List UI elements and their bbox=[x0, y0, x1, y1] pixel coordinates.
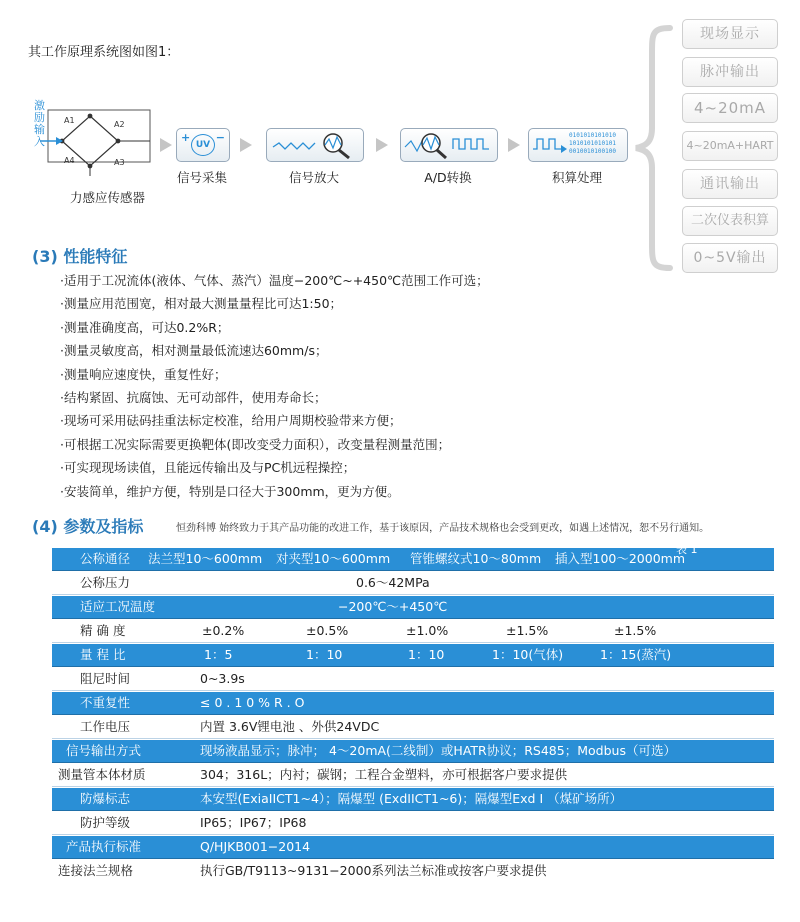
spec-row-accuracy bbox=[52, 620, 774, 643]
output-pulse: 脉冲输出 bbox=[682, 57, 778, 87]
ad-conversion-box bbox=[400, 128, 498, 162]
output-comm: 通讯输出 bbox=[682, 169, 778, 199]
feature-item: ·适用于工况流体(液体、气体、蒸汽）温度−200℃~+450℃范围工作可选； bbox=[60, 273, 489, 288]
minus-sign: − bbox=[215, 131, 225, 144]
spec-label: 精 确 度 bbox=[80, 623, 126, 638]
amplify-wave-icon bbox=[267, 129, 363, 161]
bridge-circuit-graphic bbox=[30, 96, 160, 196]
spec-label: 适应工况温度 bbox=[80, 599, 156, 614]
spec-value: 管锥螺纹式10～80mm bbox=[410, 551, 542, 566]
output-hart: 4~20mA+HART bbox=[682, 131, 778, 161]
spec-value: 法兰型10～600mm bbox=[148, 551, 263, 566]
spec-label: 防爆标志 bbox=[80, 791, 131, 806]
spec-label: 不重复性 bbox=[80, 695, 131, 710]
plus-sign: + bbox=[181, 131, 191, 144]
spec-row-nominal-diameter bbox=[52, 543, 774, 570]
binary-line: 0010010100100 bbox=[569, 148, 616, 155]
spec-value: 本安型(ExiaIICT1~4）；隔爆型 (ExdIICT1~6)；隔爆型Exd I （煤矿场所） bbox=[200, 791, 623, 806]
feature-item: ·测量应用范围宽，相对最大测量量程比可达1:50； bbox=[60, 296, 343, 311]
spec-row-standard bbox=[52, 836, 774, 858]
spec-row-material bbox=[52, 764, 774, 787]
output-local-display: 现场显示 bbox=[682, 19, 778, 49]
feature-item: ·结构紧固、抗腐蚀、无可动部件，使用寿命长； bbox=[60, 390, 327, 405]
spec-label: 测量管本体材质 bbox=[58, 767, 146, 782]
spec-label: 量 程 比 bbox=[80, 647, 126, 662]
pulse-icon bbox=[529, 129, 569, 161]
spec-value: 304；316L；内衬；碳钢；工程合金塑料，亦可根据客户要求提供 bbox=[200, 767, 568, 782]
spec-value: ±1.5% bbox=[614, 623, 657, 638]
spec-label: 连接法兰规格 bbox=[58, 863, 134, 878]
spec-row-range-ratio bbox=[52, 644, 774, 666]
uv-meter-icon: UV bbox=[191, 134, 215, 156]
spec-label: 产品执行标准 bbox=[66, 839, 142, 854]
spec-value: 1：10 bbox=[306, 647, 343, 662]
binary-line: 1010101010101 bbox=[569, 140, 616, 147]
spec-value: 对夹型10～600mm bbox=[276, 551, 391, 566]
feature-item: ·安装简单，维护方便，特别是口径大于300mm，更为方便。 bbox=[60, 484, 400, 499]
flow-arrow bbox=[376, 138, 388, 152]
output-0-5v: 0~5V输出 bbox=[682, 243, 778, 273]
output-secondary-meter: 二次仪表积算 bbox=[682, 206, 778, 236]
spec-value: 1：5 bbox=[204, 647, 233, 662]
spec-row-pressure bbox=[52, 572, 774, 595]
section-3-title: (3) 性能特征 bbox=[32, 247, 128, 266]
spec-value: 1：10(气体) bbox=[492, 647, 564, 662]
feature-item: ·测量准确度高，可达0.2%R； bbox=[60, 320, 230, 335]
feature-item: ·测量响应速度快，重复性好； bbox=[60, 367, 227, 382]
flow-arrow bbox=[508, 138, 520, 152]
spec-row-repeatability bbox=[52, 692, 774, 714]
spec-value: 1：15(蒸汽) bbox=[600, 647, 672, 662]
spec-row-voltage bbox=[52, 716, 774, 739]
spec-value: −200℃～+450℃ bbox=[338, 599, 448, 614]
spec-value: 现场液晶显示；脉冲； 4～20mA(二线制）或HATR协议；RS485；Modbus（可选） bbox=[200, 743, 676, 758]
ad-conversion-icon bbox=[401, 129, 497, 161]
stage-label-ad: A/D转换 bbox=[424, 170, 472, 185]
output-brace-icon bbox=[630, 24, 676, 272]
intro-text: 其工作原理系统图如图1： bbox=[28, 45, 180, 60]
spec-value: ±0.2% bbox=[202, 623, 245, 638]
feature-item: ·测量灵敏度高，相对测量最低流速达60mm/s； bbox=[60, 343, 328, 358]
spec-label: 公称压力 bbox=[80, 575, 131, 590]
spec-value: 执行GB/T9113~9131−2000系列法兰标准或按客户要求提供 bbox=[200, 863, 547, 878]
section-4-title: (4) 参数及指标 bbox=[32, 517, 144, 536]
stage-label-totalizing: 积算处理 bbox=[551, 170, 602, 185]
spec-label: 公称通径 bbox=[80, 551, 131, 566]
spec-row-protection bbox=[52, 812, 774, 835]
totalizing-box bbox=[528, 128, 628, 162]
spec-label: 信号输出方式 bbox=[66, 743, 142, 758]
signal-acquisition-box bbox=[176, 128, 230, 162]
flow-arrow bbox=[240, 138, 252, 152]
signal-amplify-box bbox=[266, 128, 364, 162]
spec-label: 防护等级 bbox=[80, 815, 131, 830]
excite-char: 入 bbox=[34, 135, 45, 148]
spec-value: ≤ 0 . 1 0 % R . O bbox=[200, 695, 305, 710]
node-a2: A2 bbox=[114, 120, 125, 129]
flow-arrow bbox=[160, 138, 172, 152]
spec-value: 插入型100～2000mm bbox=[555, 551, 686, 566]
spec-value: 1：10 bbox=[408, 647, 445, 662]
spec-value: 0.6～42MPa bbox=[356, 575, 430, 590]
spec-value: 0~3.9s bbox=[200, 671, 245, 686]
excite-char: 输 bbox=[34, 123, 45, 136]
sensor-label: 力感应传感器 bbox=[70, 190, 146, 205]
feature-item: ·现场可采用砝码挂重法标定校准，给用户周期校验带来方便； bbox=[60, 413, 402, 428]
excite-char: 励 bbox=[34, 111, 45, 124]
spec-value: ±1.0% bbox=[406, 623, 449, 638]
spec-row-explosion-proof bbox=[52, 788, 774, 810]
stage-label-amplify: 信号放大 bbox=[288, 170, 339, 185]
spec-value: IP65；IP67；IP68 bbox=[200, 815, 307, 830]
spec-value: Q/HJKB001−2014 bbox=[200, 839, 311, 854]
spec-row-damping bbox=[52, 668, 774, 691]
spec-value: ±0.5% bbox=[306, 623, 349, 638]
stage-label-acquisition: 信号采集 bbox=[176, 170, 227, 185]
spec-value: ±1.5% bbox=[506, 623, 549, 638]
spec-row-temperature bbox=[52, 596, 774, 618]
spec-label: 阻尼时间 bbox=[80, 671, 131, 686]
spec-value: 内置 3.6V锂电池 、外供24VDC bbox=[200, 719, 380, 734]
spec-label: 工作电压 bbox=[80, 719, 131, 734]
bridge-diagram bbox=[30, 96, 160, 196]
table-tag: 表 1 bbox=[676, 543, 698, 556]
node-a3: A3 bbox=[114, 158, 125, 167]
feature-item: ·可根据工况实际需要更换靶体(即改变受力面积），改变量程测量范围； bbox=[60, 437, 451, 452]
feature-item: ·可实现现场读值，且能远传输出及与PC机远程操控； bbox=[60, 460, 356, 475]
spec-row-signal-output bbox=[52, 740, 774, 762]
output-4-20ma: 4~20mA bbox=[682, 93, 778, 123]
binary-line: 0101010101010 bbox=[569, 132, 616, 139]
spec-change-note: 恒劲科博 始终致力于其产品功能的改进工作，基于该原因，产品技术规格也会受到更改，如遇上述情况，恕不另行通知。 bbox=[176, 523, 710, 534]
node-a4: A4 bbox=[64, 156, 75, 165]
excite-char: 激 bbox=[34, 99, 45, 112]
node-a1: A1 bbox=[64, 116, 75, 125]
spec-row-flange bbox=[52, 860, 774, 882]
